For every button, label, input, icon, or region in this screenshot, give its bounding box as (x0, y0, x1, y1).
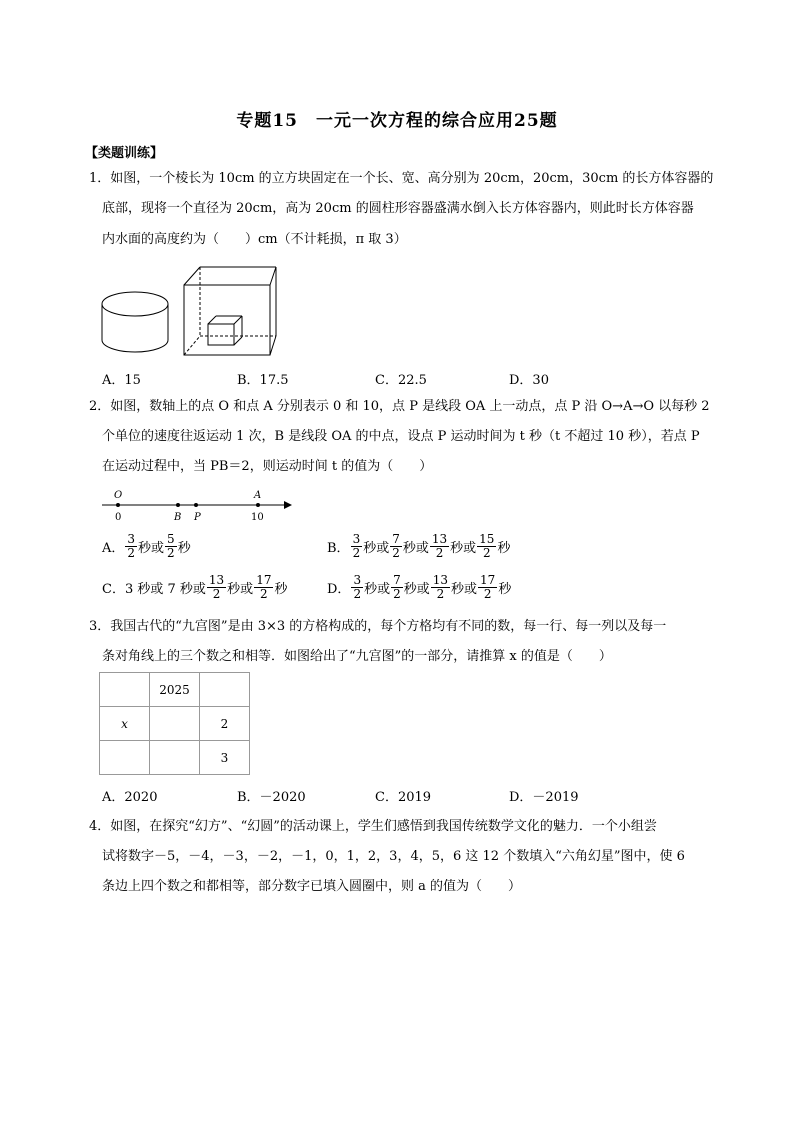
q1-line2: 底部，现将一个直径为 20cm，高为 20cm 的圆柱形容器盛满水倒入长方体容器内，则此时长方体容器 (102, 201, 694, 216)
point-a-label: A (254, 490, 262, 501)
option-label: C．3 秒或 7 秒或 (102, 582, 206, 597)
q2-option-d (327, 574, 511, 601)
grid-row (100, 673, 250, 707)
fraction-suffix: 秒或 (450, 541, 477, 556)
fraction: $\frac{17}{2}$ (480, 573, 496, 601)
q2-option-c (102, 574, 287, 601)
fraction-suffix: 秒或 (451, 582, 478, 597)
q3-option-c: C．2019 (375, 790, 432, 805)
fraction: $\frac{3}{2}$ (127, 532, 136, 560)
fraction: $\frac{13}{2}$ (431, 532, 448, 560)
fraction-suffix: 秒或 (138, 541, 165, 556)
q1-line3: 内水面的高度约为（ ）cm（不计耗损，π 取 3） (102, 232, 407, 247)
q2-line2: 个单位的速度往返运动 1 次，B 是线段 OA 的中点，设点 P 运动时间为 t 秒（t 不超过 10 秒），若点 P (102, 429, 700, 444)
fraction: $\frac{5}{2}$ (167, 532, 175, 560)
q4-line3: 条边上四个数之和都相等，部分数字已填入圆圈中，则 a 的值为（ ） (102, 879, 522, 894)
q2-option-b (327, 533, 510, 560)
fraction-suffix: 秒或 (364, 582, 391, 597)
q1-line1: 1．如图，一个棱长为 10cm 的立方块固定在一个长、宽、高分别为 20cm，20cm，30cm 的长方体容器的 (89, 171, 714, 186)
point-p-label: P (194, 512, 201, 523)
q3-option-b: B．－2020 (237, 790, 306, 805)
q4-line1: 4．如图，在探究“幻方”、“幻圆”的活动课上，学生们感悟到我国传统数学文化的魅力．一个小组尝 (89, 819, 657, 834)
fraction-suffix: 秒或 (403, 582, 430, 597)
fraction-suffix: 秒 (497, 541, 511, 556)
grid-row (100, 741, 250, 775)
grid-cell (150, 741, 200, 775)
point-o-label: O (114, 490, 123, 501)
grid-row (100, 707, 250, 741)
fraction-suffix: 秒或 (402, 541, 429, 556)
magic-square-grid (99, 672, 250, 775)
fraction-suffix: 秒 (274, 582, 288, 597)
q3-option-d: D．－2019 (509, 790, 579, 805)
page-title: 专题15 一元一次方程的综合应用25题 (236, 111, 558, 131)
fraction: $\frac{13}{2}$ (208, 573, 225, 601)
option-label: A． (102, 541, 125, 556)
fraction: $\frac{7}{2}$ (392, 532, 400, 560)
grid-cell: x (100, 707, 150, 741)
q3-option-a: A．2020 (102, 790, 158, 805)
fraction: $\frac{7}{2}$ (393, 573, 401, 601)
q1-option-c: C．22.5 (375, 373, 427, 388)
tick-zero-label: 0 (115, 512, 122, 523)
number-line-figure (98, 485, 298, 527)
box-container-figure (184, 267, 276, 355)
option-label: D． (327, 582, 351, 597)
fraction: $\frac{15}{2}$ (479, 532, 495, 560)
grid-cell: 2 (200, 707, 250, 741)
fraction: $\frac{17}{2}$ (256, 573, 272, 601)
fraction: $\frac{13}{2}$ (432, 573, 449, 601)
point-b-label: B (174, 512, 182, 523)
q4-line2: 试将数字－5，－4，－3，－2，－1，0，1，2，3，4，5，6 这 12 个数填入“六角幻星”图中，使 6 (102, 849, 685, 864)
option-label: B． (327, 541, 350, 556)
cylinder-figure (102, 292, 168, 352)
fraction-suffix: 秒或 (227, 582, 254, 597)
grid-cell (100, 741, 150, 775)
fraction: $\frac{3}{2}$ (352, 532, 361, 560)
grid-cell (100, 673, 150, 707)
grid-cell: 2025 (150, 673, 200, 707)
section-heading: 【类题训练】 (85, 146, 164, 161)
q1-option-b: B．17.5 (237, 373, 289, 388)
q1-figure (98, 258, 278, 362)
fraction-suffix: 秒 (498, 582, 512, 597)
q3-line2: 条对角线上的三个数之和相等．如图给出了“九宫图”的一部分，请推算 x 的值是（ ） (102, 649, 612, 664)
fraction: $\frac{3}{2}$ (353, 573, 362, 601)
grid-cell (150, 707, 200, 741)
q3-line1: 3．我国古代的“九宫图”是由 3×3 的方格构成的，每个方格均有不同的数，每一行、每一列以及每一 (89, 619, 667, 634)
grid-cell (200, 673, 250, 707)
grid-cell: 3 (200, 741, 250, 775)
fraction-suffix: 秒或 (363, 541, 390, 556)
tick-ten-label: 10 (251, 512, 264, 523)
q2-option-a (102, 533, 191, 560)
q1-option-d: D．30 (509, 373, 549, 388)
fraction-suffix: 秒 (177, 541, 191, 556)
q1-option-a: A．15 (102, 373, 141, 388)
q2-line1: 2．如图，数轴上的点 O 和点 A 分别表示 0 和 10，点 P 是线段 OA 上一动点，点 P 沿 O→A→O 以每秒 2 (89, 399, 710, 414)
q2-line3: 在运动过程中，当 PB＝2，则运动时间 t 的值为（ ） (102, 459, 433, 474)
